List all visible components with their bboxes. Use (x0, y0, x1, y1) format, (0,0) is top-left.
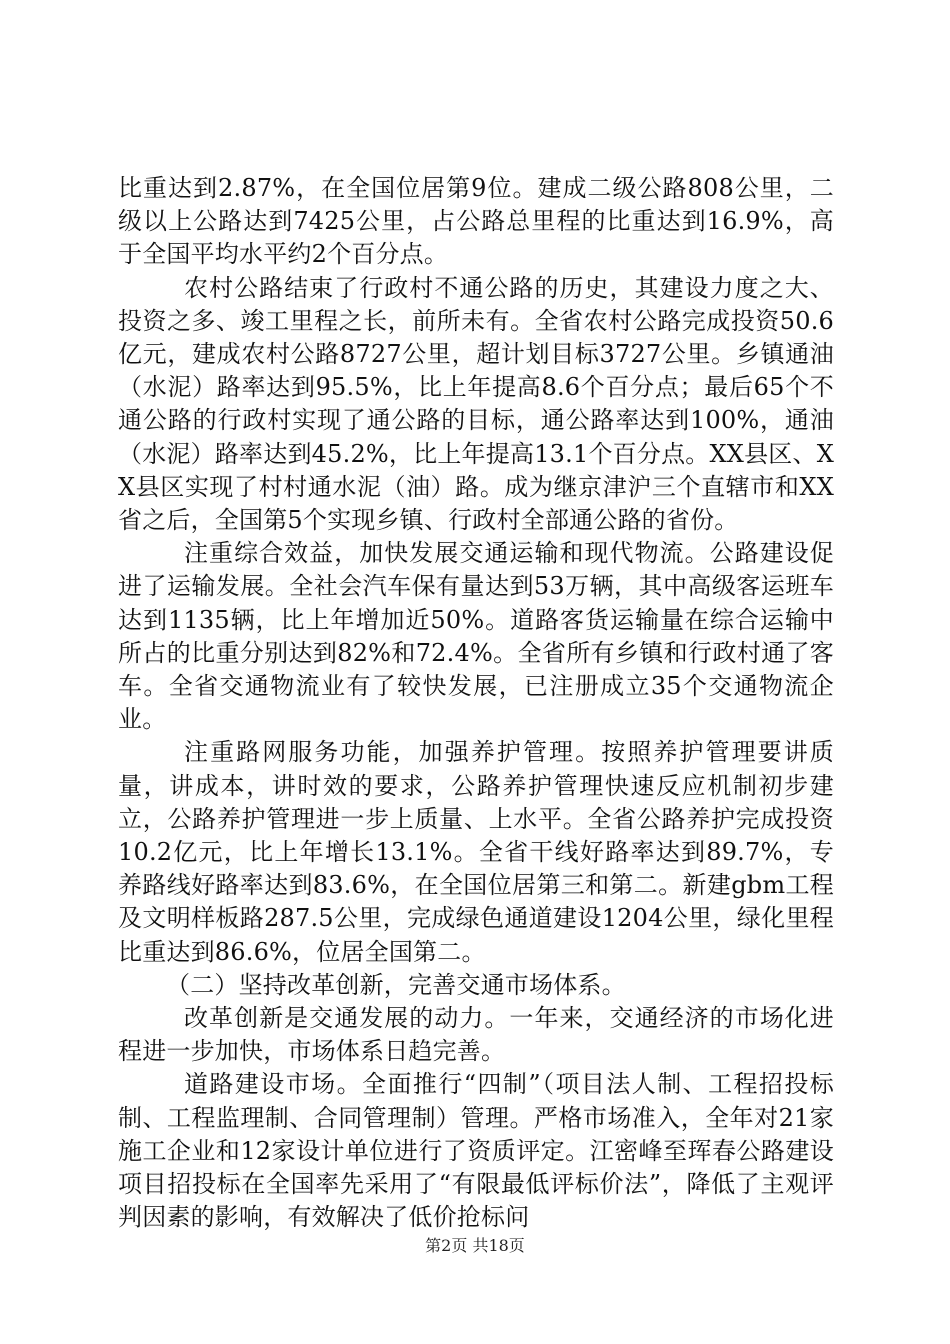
page-number: 第2页 共18页 (425, 1236, 525, 1255)
paragraph-continued: 比重达到2.87%，在全国位居第9位。建成二级公路808公里，二级以上公路达到7425公里，占公路总里程的比重达到16.9%，高于全国平均水平约2个百分点。 (118, 174, 834, 269)
paragraph-reform: 改革创新是交通发展的动力。一年来，交通经济的市场化进程进一步加快，市场体系日趋完善。 (118, 1004, 834, 1066)
paragraph-maintenance: 注重路网服务功能，加强养护管理。按照养护管理要讲质量，讲成本，讲时效的要求，公路养护管理快速反应机制初步建立，公路养护管理进一步上质量、上水平。全省公路养护完成投资10.2亿元，比上年增长13.1%。全省干线好路率达到89.7%，专养路线好路率达到83.6%，在全国位居第三和第二。新建gbm工程及文明样板路287.5公里，完成绿色通道建设1204公里，绿化里程比重达到86.6%，位居全国第二。 (118, 738, 834, 966)
paragraph-transport-logistics: 注重综合效益，加快发展交通运输和现代物流。公路建设促进了运输发展。全社会汽车保有量达到53万辆，其中高级客运班车达到1135辆，比上年增加近50%。道路客货运输量在综合运输中所占的比重分别达到82%和72.4%。全省所有乡镇和行政村通了客车。全省交通物流业有了较快发展，已注册成立35个交通物流企业。 (118, 539, 834, 734)
paragraph-rural-roads: 农村公路结束了行政村不通公路的历史，其建设力度之大、投资之多、竣工里程之长，前所未有。全省农村公路完成投资50.6亿元，建成农村公路8727公里，超计划目标3727公里。乡镇通油（水泥）路率达到95.5%，比上年提高8.6个百分点；最后65个不通公路的行政村实现了通公路的目标，通公路率达到100%，通油（水泥）路率达到45.2%，比上年提高13.1个百分点。XX县区、XX县区实现了村村通水泥（油）路。成为继京津沪三个直辖市和XX省之后，全国第5个实现乡镇、行政村全部通公路的省份。 (118, 273, 834, 535)
paragraph-construction-market: 道路建设市场。全面推行“四制”（项目法人制、工程招投标制、工程监理制、合同管理制）管理。严格市场准入，全年对21家施工企业和12家设计单位进行了资质评定。江密峰至珲春公路建设项目招投标在全国率先采用了“有限最低评标价法”，降低了主观评判因素的影响，有效解决了低价抢标问 (118, 1070, 834, 1232)
document-body (118, 172, 834, 1235)
section-heading: （二）坚持改革创新，完善交通市场体系。 (166, 970, 626, 999)
page-footer (0, 1236, 950, 1256)
